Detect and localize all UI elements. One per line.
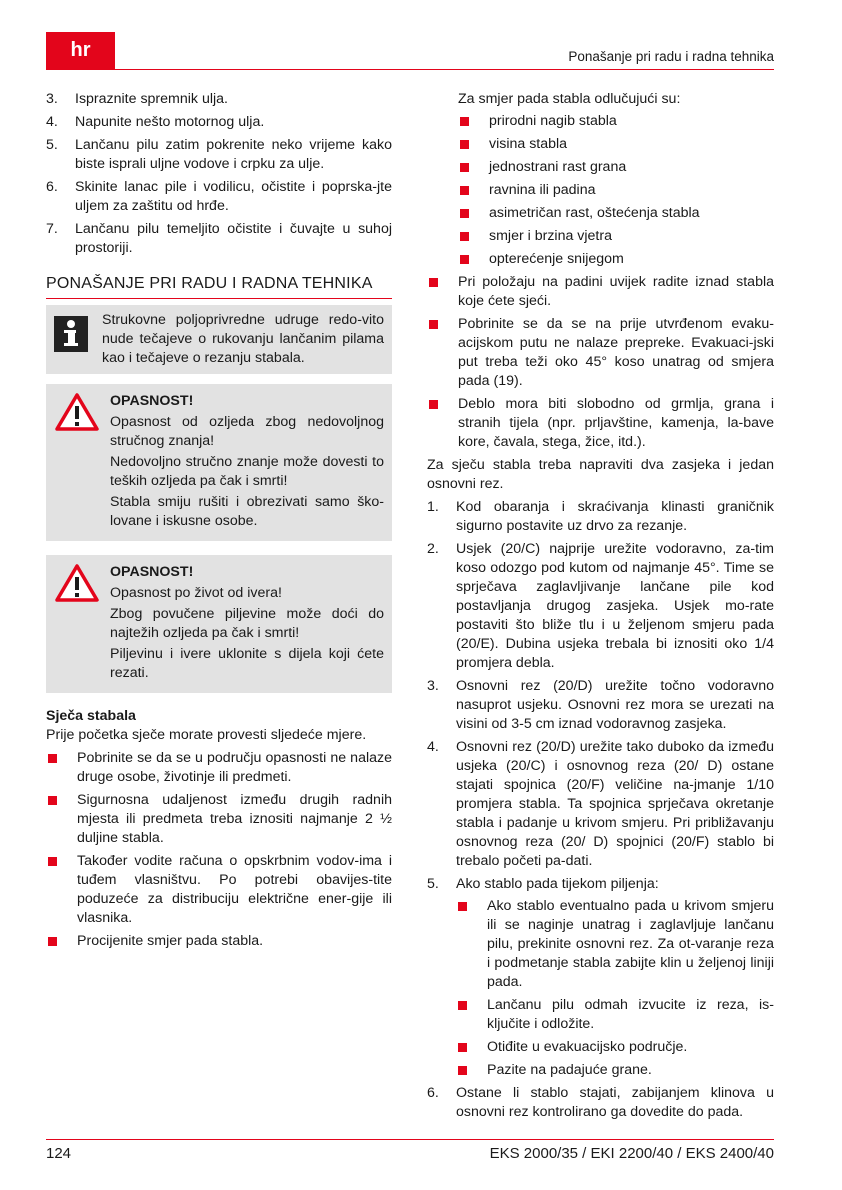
bullet-text: opterećenje snijegom bbox=[489, 251, 624, 267]
list-item bbox=[46, 220, 392, 258]
bullet-text: Pobrinite se da se na prije utvrđenom evaku-acijskom putu ne nalaze prepreke. Evakuaci-jski put treba teži oko 45° koso unatrag od smjera pada (19). bbox=[458, 316, 774, 389]
list-item bbox=[46, 852, 392, 928]
list-item bbox=[427, 395, 774, 452]
bullet-text: Pobrinite se da se u području opasnosti ne nalaze druge osobe, životinje ili predmeti. bbox=[77, 750, 392, 785]
list-item bbox=[458, 250, 774, 269]
step5-bullets bbox=[456, 897, 774, 1080]
warning-text: Opasnost po život od ivera! bbox=[110, 585, 282, 601]
bullet-text: Lančanu pilu odmah izvucite iz reza, is-ključite i odložite. bbox=[487, 997, 774, 1032]
warning-text: Zbog povučene piljevine može doći do najtežih ozljeda pa čak i smrti! bbox=[110, 606, 384, 641]
section-title: PONAŠANJE PRI RADU I RADNA TEHNIKA bbox=[46, 274, 392, 299]
info-icon bbox=[54, 316, 88, 352]
list-item bbox=[427, 875, 774, 1080]
felling-intro: Prije početka sječe morate provesti sljedeće mjere. bbox=[46, 727, 367, 743]
step-text: Napunite nešto motornog ulja. bbox=[75, 114, 265, 130]
cut-intro: Za sječu stabla treba napraviti dva zasjeka i jedan osnovni rez. bbox=[427, 457, 774, 492]
step-text: Lančanu pilu zatim pokrenite neko vrijeme kako biste isprali uljne vodove i crpku za ulje. bbox=[75, 137, 392, 172]
list-item bbox=[456, 996, 774, 1034]
step-number: 3. bbox=[46, 91, 58, 107]
cutting-steps-list bbox=[427, 498, 774, 1122]
bullet-text: Procijenite smjer pada stabla. bbox=[77, 933, 264, 949]
step-text: Kod obaranja i skraćivanja klinasti graničnik sigurno postavite uz drvo za rezanje. bbox=[456, 499, 774, 534]
square-bullet-icon bbox=[460, 186, 469, 195]
info-text: Strukovne poljoprivredne udruge redo-vito nude tečajeve o rukovanju lančanim pilama kao i tečajeve o rezanju stabala. bbox=[102, 312, 384, 366]
list-item bbox=[458, 181, 774, 200]
step-text: Osnovni rez (20/D) urežite tako duboko da između usjeka (20/C) i osnovnog reza (20/ D) ostane stajati spojnica (20/F) veličine na-jmanje 1/10 promjera stabla. Ta spojnica sprječava okretanje stabla i padanje u krivom smjeru. Pri približavanju osnovnog reza (20/ D) spojnici (20/F) stablo bi trebalo početi pa-dati. bbox=[456, 739, 774, 869]
step-text: Usjek (20/C) najprije urežite vodoravno, za-tim koso odozgo pod kutom od najmanje 45°. Time se sprječava zaglavljivanje lančane pile kod postavljanja drugog zasjeka. Usjek mo-rate postaviti što bliže tlu i u željenom smjeru pada (20/E). Dubina usjeka trebala bi iznositi oko 1/4 promjera debla. bbox=[456, 541, 774, 671]
page-number: 124 bbox=[46, 1145, 72, 1162]
list-item bbox=[458, 158, 774, 177]
cleaning-steps-list bbox=[46, 90, 392, 258]
square-bullet-icon bbox=[458, 1001, 467, 1010]
warning-text: Opasnost od ozljeda zbog nedovoljnog stručnog znanja! bbox=[110, 414, 384, 449]
step-text: Ispraznite spremnik ulja. bbox=[75, 91, 228, 107]
list-item bbox=[46, 791, 392, 848]
left-column bbox=[46, 90, 392, 955]
info-box bbox=[46, 305, 392, 374]
square-bullet-icon bbox=[460, 209, 469, 218]
list-item bbox=[46, 932, 392, 951]
square-bullet-icon bbox=[429, 400, 438, 409]
bullet-text: jednostrani rast grana bbox=[489, 159, 627, 175]
square-bullet-icon bbox=[460, 163, 469, 172]
right-column bbox=[427, 90, 774, 1126]
square-bullet-icon bbox=[458, 1043, 467, 1052]
language-tab: hr bbox=[46, 32, 115, 69]
step-text: Osnovni rez (20/D) urežite točno vodoravno nasuprot usjeku. Osnovni rez mora se urezati na visini od 3-5 cm iznad vodoravnog zasjeka. bbox=[456, 678, 774, 732]
list-item bbox=[46, 136, 392, 174]
list-item bbox=[427, 677, 774, 734]
warning-body bbox=[110, 392, 384, 533]
bullet-text: Pazite na padajuće grane. bbox=[487, 1062, 652, 1078]
list-item bbox=[427, 540, 774, 673]
step-number: 4. bbox=[46, 114, 58, 130]
list-item bbox=[46, 178, 392, 216]
step-text: Ostane li stablo stajati, zabijanjem klinova u osnovni rez kontrolirano ga dovedite do pada. bbox=[456, 1085, 774, 1120]
bullet-text: Sigurnosna udaljenost između drugih radnih mjesta ili predmeta treba iznositi najmanje 2 ½ duljine stabla. bbox=[77, 792, 392, 846]
square-bullet-icon bbox=[48, 937, 57, 946]
list-item bbox=[427, 315, 774, 391]
square-bullet-icon bbox=[460, 140, 469, 149]
header-title: Ponašanje pri radu i radna tehnika bbox=[568, 49, 774, 64]
square-bullet-icon bbox=[48, 857, 57, 866]
warning-box bbox=[46, 384, 392, 541]
step-number: 7. bbox=[46, 221, 58, 237]
square-bullet-icon bbox=[458, 1066, 467, 1075]
warning-triangle-icon bbox=[54, 563, 102, 685]
square-bullet-icon bbox=[460, 117, 469, 126]
direction-intro: Za smjer pada stabla odlučujući su: bbox=[458, 91, 681, 107]
warning-text: Stabla smiju rušiti i obrezivati samo ško-lovane i iskusne osobe. bbox=[110, 494, 384, 529]
list-item bbox=[458, 227, 774, 246]
list-item bbox=[427, 738, 774, 871]
step-number: 5. bbox=[427, 876, 439, 892]
step-number: 6. bbox=[427, 1085, 439, 1101]
bullet-text: smjer i brzina vjetra bbox=[489, 228, 612, 244]
bullet-text: Također vodite računa o opskrbnim vodov-ima i tuđem vlasništvu. Po potrebi obavijes-tite poduzeće za distribuciju električne ener-gije ili vlasnika. bbox=[77, 853, 392, 926]
step-number: 6. bbox=[46, 179, 58, 195]
list-item bbox=[456, 1061, 774, 1080]
warning-triangle-icon bbox=[54, 392, 102, 533]
model-line: EKS 2000/35 / EKI 2200/40 / EKS 2400/40 bbox=[489, 1145, 774, 1162]
list-item bbox=[458, 135, 774, 154]
warning-text: Nedovoljno stručno znanje može dovesti to teških ozljeda pa čak i smrti! bbox=[110, 454, 384, 489]
square-bullet-icon bbox=[429, 278, 438, 287]
bullet-text: visina stabla bbox=[489, 136, 568, 152]
step-text: Lančanu pilu temeljito očistite i čuvajte u suhoj prostoriji. bbox=[75, 221, 392, 256]
bullet-text: prirodni nagib stabla bbox=[489, 113, 617, 129]
bullet-text: Pri položaju na padini uvijek radite iznad stabla koje ćete sjeći. bbox=[458, 274, 774, 309]
step-number: 2. bbox=[427, 541, 439, 557]
square-bullet-icon bbox=[460, 255, 469, 264]
list-item bbox=[46, 90, 392, 109]
step-text: Ako stablo pada tijekom piljenja: bbox=[456, 876, 659, 892]
direction-factors-list bbox=[427, 112, 774, 269]
header-rule bbox=[46, 69, 774, 70]
bullet-text: ravnina ili padina bbox=[489, 182, 596, 198]
step-number: 3. bbox=[427, 678, 439, 694]
bullet-text: Deblo mora biti slobodno od grmlja, grana i stranih tijela (npr. prljavštine, kamenja, la-bave kore, čavala, stega, žice, itd.). bbox=[458, 396, 774, 450]
list-item bbox=[458, 204, 774, 223]
list-item bbox=[46, 113, 392, 132]
bullet-text: asimetričan rast, oštećenja stabla bbox=[489, 205, 700, 221]
square-bullet-icon bbox=[48, 796, 57, 805]
step-number: 1. bbox=[427, 499, 439, 515]
safety-bullets bbox=[427, 273, 774, 452]
bullet-text: Ako stablo eventualno pada u krivom smjeru ili se naginje unatrag i zaglavljuje lančanu pilu, prekinite osnovni rez. Za ot-varanje reza i podmetanje stabla zabijte klin u željenoj liniji pada. bbox=[487, 898, 774, 990]
list-item bbox=[427, 273, 774, 311]
step-number: 5. bbox=[46, 137, 58, 153]
list-item bbox=[456, 1038, 774, 1057]
list-item bbox=[458, 112, 774, 131]
warning-body bbox=[110, 563, 384, 685]
warning-title: OPASNOST! bbox=[110, 564, 194, 580]
list-item bbox=[427, 1084, 774, 1122]
square-bullet-icon bbox=[429, 320, 438, 329]
step-number: 4. bbox=[427, 739, 439, 755]
list-item bbox=[427, 498, 774, 536]
warning-text: Piljevinu i ivere uklonite s dijela koji ćete rezati. bbox=[110, 646, 384, 681]
footer-rule bbox=[46, 1139, 774, 1140]
warning-title: OPASNOST! bbox=[110, 393, 194, 409]
felling-heading: Sječa stabala bbox=[46, 708, 136, 724]
list-item bbox=[456, 897, 774, 992]
square-bullet-icon bbox=[460, 232, 469, 241]
square-bullet-icon bbox=[48, 754, 57, 763]
felling-bullets bbox=[46, 749, 392, 951]
warning-box bbox=[46, 555, 392, 693]
square-bullet-icon bbox=[458, 902, 467, 911]
bullet-text: Otiđite u evakuacijsko područje. bbox=[487, 1039, 688, 1055]
step-text: Skinite lanac pile i vodilicu, očistite i poprska-jte uljem za zaštitu od hrđe. bbox=[75, 179, 392, 214]
list-item bbox=[46, 749, 392, 787]
